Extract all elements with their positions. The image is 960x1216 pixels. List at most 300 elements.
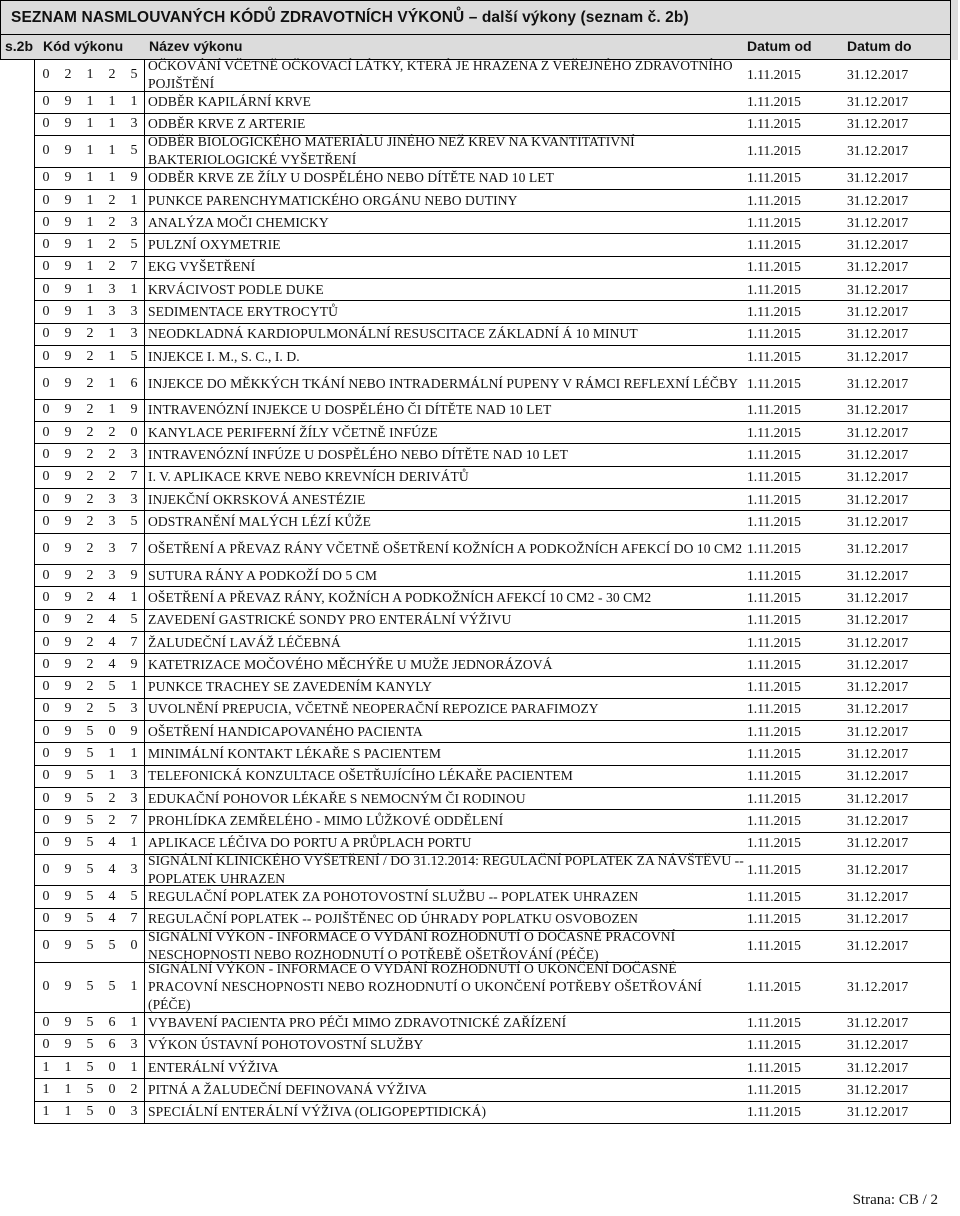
date-from: 1.11.2015 [747, 424, 801, 440]
code-digit: 9 [64, 94, 72, 110]
table-row [34, 212, 951, 234]
code-digit: 2 [86, 567, 94, 583]
date-from: 1.11.2015 [747, 513, 801, 529]
code-digit: 9 [64, 889, 72, 905]
date-to: 31.12.2017 [847, 723, 909, 739]
table-row [34, 677, 951, 699]
date-to: 31.12.2017 [847, 259, 909, 275]
code-digit: 0 [42, 911, 50, 927]
date-from: 1.11.2015 [747, 143, 801, 159]
code-digit: 2 [108, 469, 116, 485]
date-from: 1.11.2015 [747, 447, 801, 462]
procedure-code [35, 699, 145, 720]
code-digit: 1 [130, 94, 138, 110]
code-digit: 1 [108, 375, 116, 391]
table-row [34, 511, 951, 533]
date-from: 1.11.2015 [747, 746, 801, 762]
code-digit: 5 [86, 911, 94, 927]
code-digit: 4 [108, 911, 116, 927]
code-digit: 3 [130, 214, 138, 230]
code-digit: 1 [108, 94, 116, 110]
code-digit: 9 [64, 812, 72, 828]
code-digit: 1 [42, 1059, 50, 1075]
procedure-name: ZAVEDENÍ GASTRICKÉ SONDY PRO ENTERÁLNÍ VÝŽIVU [148, 612, 512, 628]
code-digit: 4 [108, 889, 116, 905]
code-digit: 5 [108, 979, 116, 994]
code-digit: 3 [130, 790, 138, 806]
code-digit: 3 [130, 304, 138, 320]
code-digit: 5 [86, 812, 94, 828]
procedure-name: INTRAVENÓZNÍ INJEKCE U DOSPĚLÉHO ČI DÍTĚTE NAD 10 LET [148, 402, 552, 418]
code-digit: 2 [108, 192, 116, 208]
procedure-code [35, 489, 145, 510]
table-row [34, 1057, 951, 1079]
date-from: 1.11.2015 [747, 469, 801, 485]
date-to: 31.12.2017 [847, 170, 909, 186]
table-row [34, 699, 951, 721]
table-row [34, 92, 951, 114]
procedure-name: REGULAČNÍ POPLATEK ZA POHOTOVOSTNÍ SLUŽBU -- POPLATEK UHRAZEN [148, 889, 639, 905]
table-row [34, 444, 951, 466]
code-digit: 9 [64, 304, 72, 320]
code-digit: 9 [64, 469, 72, 485]
code-digit: 1 [42, 1082, 50, 1098]
code-digit: 3 [108, 281, 116, 297]
date-to: 31.12.2017 [847, 1037, 909, 1053]
procedure-name: ODBĚR KRVE ZE ŽÍLY U DOSPĚLÉHO NEBO DÍTĚTE NAD 10 LET [148, 170, 554, 186]
date-to: 31.12.2017 [847, 375, 909, 391]
procedure-code [35, 810, 145, 831]
code-digit: 5 [86, 979, 94, 994]
code-digit: 0 [42, 701, 50, 717]
date-from: 1.11.2015 [747, 1059, 801, 1075]
code-digit: 0 [130, 938, 138, 954]
table-row [34, 565, 951, 587]
code-digit: 1 [64, 1059, 72, 1075]
column-header-code: Kód výkonu [43, 38, 124, 54]
procedure-code [35, 1057, 145, 1078]
table-row [34, 467, 951, 489]
code-digit: 9 [64, 612, 72, 628]
date-to: 31.12.2017 [847, 835, 909, 851]
procedure-code [35, 400, 145, 421]
table-row [34, 721, 951, 743]
code-digit: 2 [64, 67, 72, 83]
code-digit: 7 [130, 634, 138, 650]
code-digit: 1 [86, 259, 94, 275]
code-digit: 1 [108, 768, 116, 784]
date-to: 31.12.2017 [847, 94, 909, 110]
date-to: 31.12.2017 [847, 143, 909, 159]
code-digit: 5 [86, 862, 94, 878]
procedure-name: ENTERÁLNÍ VÝŽIVA [148, 1059, 279, 1075]
code-digit: 0 [42, 304, 50, 320]
code-digit: 1 [108, 402, 116, 418]
date-from: 1.11.2015 [747, 1082, 801, 1098]
procedure-name: KATETRIZACE MOČOVÉHO MĚCHÝŘE U MUŽE JEDNORÁZOVÁ [148, 656, 553, 672]
code-digit: 5 [86, 1059, 94, 1075]
code-digit: 9 [64, 281, 72, 297]
code-digit: 3 [130, 326, 138, 342]
code-digit: 2 [108, 424, 116, 440]
procedure-code [35, 422, 145, 443]
procedure-name: VYBAVENÍ PACIENTA PRO PÉČI MIMO ZDRAVOTNICKÉ ZAŘÍZENÍ [148, 1015, 567, 1031]
code-digit: 1 [86, 170, 94, 186]
procedure-name: INJEKCE I. M., S. C., I. D. [148, 348, 300, 364]
date-from: 1.11.2015 [747, 214, 801, 230]
code-digit: 5 [130, 237, 138, 253]
procedure-name: ODBĚR KAPILÁRNÍ KRVE [148, 94, 312, 110]
code-digit: 1 [108, 143, 116, 159]
date-from: 1.11.2015 [747, 402, 801, 418]
date-to: 31.12.2017 [847, 447, 909, 462]
table-row [34, 422, 951, 444]
code-digit: 0 [42, 281, 50, 297]
procedure-name: ŽALUDEČNÍ LAVÁŽ LÉČEBNÁ [148, 634, 341, 650]
date-to: 31.12.2017 [847, 237, 909, 253]
date-from: 1.11.2015 [747, 94, 801, 110]
code-digit: 0 [42, 491, 50, 507]
table-row [34, 810, 951, 832]
code-digit: 2 [108, 214, 116, 230]
procedure-code [35, 324, 145, 345]
code-digit: 9 [64, 835, 72, 851]
code-digit: 5 [86, 1015, 94, 1031]
date-to: 31.12.2017 [847, 812, 909, 828]
code-digit: 4 [108, 589, 116, 605]
date-to: 31.12.2017 [847, 192, 909, 208]
code-digit: 2 [86, 424, 94, 440]
code-digit: 2 [108, 259, 116, 275]
date-from: 1.11.2015 [747, 938, 801, 954]
code-digit: 2 [86, 634, 94, 650]
procedure-code [35, 168, 145, 189]
code-digit: 7 [130, 540, 138, 556]
code-digit: 0 [108, 1104, 116, 1120]
code-digit: 0 [42, 540, 50, 556]
code-digit: 5 [130, 143, 138, 159]
procedure-name: EKG VYŠETŘENÍ [148, 259, 256, 275]
procedure-code [35, 534, 145, 565]
code-digit: 1 [86, 67, 94, 83]
code-digit: 5 [130, 67, 138, 83]
code-digit: 2 [86, 540, 94, 556]
table-row [34, 346, 951, 368]
code-digit: 9 [64, 348, 72, 364]
code-digit: 9 [64, 567, 72, 583]
procedure-name: SIGNÁLNÍ VÝKON - INFORMACE O VYDÁNÍ ROZHODNUTÍ O DOČASNÉ PRACOVNÍ NESCHOPNOSTI NEBO ROZHODNUTÍ O POTŘEBĚ OŠETŘOVÁNÍ (PÉČE) [148, 929, 676, 963]
code-digit: 0 [42, 1037, 50, 1053]
procedure-code [35, 766, 145, 787]
code-digit: 0 [42, 447, 50, 462]
date-from: 1.11.2015 [747, 304, 801, 320]
date-from: 1.11.2015 [747, 911, 801, 927]
code-digit: 0 [42, 889, 50, 905]
code-digit: 1 [108, 326, 116, 342]
date-to: 31.12.2017 [847, 491, 909, 507]
date-from: 1.11.2015 [747, 170, 801, 186]
code-digit: 0 [42, 589, 50, 605]
code-digit: 2 [86, 402, 94, 418]
table-row [34, 489, 951, 511]
code-digit: 5 [86, 1082, 94, 1098]
date-to: 31.12.2017 [847, 768, 909, 784]
code-digit: 0 [42, 862, 50, 878]
code-digit: 9 [64, 375, 72, 391]
code-digit: 0 [42, 746, 50, 762]
code-digit: 2 [108, 812, 116, 828]
procedure-code [35, 743, 145, 764]
procedure-code [35, 855, 145, 886]
date-from: 1.11.2015 [747, 979, 801, 994]
code-digit: 9 [64, 540, 72, 556]
page-title: SEZNAM NASMLOUVANÝCH KÓDŮ ZDRAVOTNÍCH VÝKONŮ – další výkony (seznam č. 2b) [0, 0, 951, 35]
code-digit: 1 [130, 192, 138, 208]
code-digit: 2 [130, 1082, 138, 1098]
procedure-code [35, 257, 145, 278]
code-digit: 9 [64, 214, 72, 230]
date-from: 1.11.2015 [747, 679, 801, 695]
code-digit: 0 [42, 375, 50, 391]
code-digit: 1 [86, 237, 94, 253]
procedure-name: INJEKCE DO MĚKKÝCH TKÁNÍ NEBO INTRADERMÁLNÍ PUPENY V RÁMCI REFLEXNÍ LÉČBY [148, 375, 738, 391]
table-row [34, 257, 951, 279]
procedure-code [35, 114, 145, 135]
code-digit: 9 [64, 589, 72, 605]
date-to: 31.12.2017 [847, 612, 909, 628]
code-digit: 3 [108, 567, 116, 583]
date-from: 1.11.2015 [747, 1104, 801, 1120]
procedure-name: PUNKCE TRACHEY SE ZAVEDENÍM KANYLY [148, 679, 433, 695]
column-header-name: Název výkonu [149, 38, 243, 54]
date-to: 31.12.2017 [847, 214, 909, 230]
code-digit: 2 [108, 790, 116, 806]
code-digit: 9 [64, 656, 72, 672]
date-to: 31.12.2017 [847, 567, 909, 583]
code-digit: 1 [86, 116, 94, 132]
table-row [34, 963, 951, 1013]
table-row [34, 534, 951, 566]
code-digit: 5 [86, 1037, 94, 1053]
date-to: 31.12.2017 [847, 424, 909, 440]
code-digit: 0 [42, 94, 50, 110]
table-row [34, 1102, 951, 1124]
procedure-code [35, 444, 145, 465]
code-digit: 0 [42, 679, 50, 695]
code-digit: 0 [108, 1059, 116, 1075]
code-digit: 1 [130, 835, 138, 851]
procedure-code [35, 467, 145, 488]
procedure-name: ANALÝZA MOČI CHEMICKY [148, 214, 329, 230]
procedure-name: ODBĚR KRVE Z ARTERIE [148, 116, 306, 132]
procedure-code [35, 301, 145, 322]
code-digit: 0 [42, 979, 50, 994]
table-row [34, 60, 951, 92]
code-digit: 9 [64, 424, 72, 440]
code-digit: 2 [86, 375, 94, 391]
procedure-name: VÝKON ÚSTAVNÍ POHOTOVOSTNÍ SLUŽBY [148, 1037, 424, 1053]
code-digit: 5 [130, 513, 138, 529]
procedure-code [35, 963, 145, 1012]
date-from: 1.11.2015 [747, 348, 801, 364]
code-digit: 7 [130, 911, 138, 927]
date-to: 31.12.2017 [847, 889, 909, 905]
code-digit: 0 [42, 214, 50, 230]
date-from: 1.11.2015 [747, 835, 801, 851]
procedure-name: PROHLÍDKA ZEMŘELÉHO - MIMO LŮŽKOVÉ ODDĚLENÍ [148, 812, 504, 828]
code-digit: 9 [64, 1037, 72, 1053]
code-digit: 9 [64, 513, 72, 529]
date-from: 1.11.2015 [747, 812, 801, 828]
code-digit: 2 [86, 491, 94, 507]
date-to: 31.12.2017 [847, 862, 909, 878]
code-digit: 1 [108, 170, 116, 186]
procedure-name: SPECIÁLNÍ ENTERÁLNÍ VÝŽIVA (OLIGOPEPTIDICKÁ) [148, 1104, 487, 1120]
date-to: 31.12.2017 [847, 326, 909, 342]
code-digit: 7 [130, 259, 138, 275]
procedure-code [35, 721, 145, 742]
code-digit: 9 [64, 701, 72, 717]
code-digit: 5 [130, 612, 138, 628]
table-row [34, 1079, 951, 1101]
code-digit: 1 [130, 979, 138, 994]
procedure-code [35, 60, 145, 91]
date-to: 31.12.2017 [847, 540, 909, 556]
code-digit: 2 [86, 348, 94, 364]
code-digit: 2 [108, 237, 116, 253]
code-digit: 2 [86, 447, 94, 462]
code-digit: 5 [86, 768, 94, 784]
code-digit: 1 [64, 1104, 72, 1120]
procedure-name: SUTURA RÁNY A PODKOŽÍ DO 5 CM [148, 567, 378, 583]
date-to: 31.12.2017 [847, 469, 909, 485]
table-row [34, 1013, 951, 1035]
procedure-code [35, 565, 145, 586]
code-digit: 6 [130, 375, 138, 391]
code-digit: 3 [130, 1104, 138, 1120]
code-digit: 0 [42, 812, 50, 828]
code-digit: 0 [42, 67, 50, 83]
date-to: 31.12.2017 [847, 938, 909, 954]
code-digit: 5 [108, 679, 116, 695]
code-digit: 0 [42, 116, 50, 132]
code-digit: 2 [86, 679, 94, 695]
code-digit: 5 [86, 835, 94, 851]
code-digit: 3 [130, 116, 138, 132]
date-to: 31.12.2017 [847, 911, 909, 927]
code-digit: 2 [108, 67, 116, 83]
code-digit: 0 [42, 170, 50, 186]
code-digit: 7 [130, 812, 138, 828]
code-digit: 9 [64, 862, 72, 878]
table-row [34, 886, 951, 908]
procedure-name: KANYLACE PERIFERNÍ ŽÍLY VČETNĚ INFÚZE [148, 424, 438, 440]
date-from: 1.11.2015 [747, 491, 801, 507]
code-digit: 1 [86, 94, 94, 110]
code-digit: 9 [64, 679, 72, 695]
code-digit: 5 [130, 889, 138, 905]
code-digit: 3 [108, 540, 116, 556]
code-digit: 0 [42, 513, 50, 529]
code-digit: 9 [64, 979, 72, 994]
procedure-name: PUNKCE PARENCHYMATICKÉHO ORGÁNU NEBO DUTINY [148, 192, 518, 208]
table-row [34, 234, 951, 256]
code-digit: 1 [86, 281, 94, 297]
code-digit: 1 [86, 304, 94, 320]
code-digit: 9 [64, 790, 72, 806]
procedure-code [35, 212, 145, 233]
procedure-code [35, 654, 145, 675]
date-from: 1.11.2015 [747, 1037, 801, 1053]
table-row [34, 190, 951, 212]
code-digit: 2 [86, 469, 94, 485]
code-digit: 0 [42, 634, 50, 650]
date-to: 31.12.2017 [847, 402, 909, 418]
code-digit: 0 [130, 424, 138, 440]
code-digit: 1 [64, 1082, 72, 1098]
code-digit: 2 [86, 656, 94, 672]
code-digit: 9 [64, 1015, 72, 1031]
date-to: 31.12.2017 [847, 790, 909, 806]
date-from: 1.11.2015 [747, 259, 801, 275]
code-digit: 9 [64, 237, 72, 253]
code-digit: 3 [130, 768, 138, 784]
code-digit: 6 [108, 1037, 116, 1053]
code-digit: 5 [86, 790, 94, 806]
code-digit: 9 [64, 746, 72, 762]
code-digit: 9 [64, 143, 72, 159]
procedure-table [34, 60, 952, 1124]
code-digit: 0 [42, 567, 50, 583]
table-header [0, 35, 951, 60]
procedure-name: PITNÁ A ŽALUDEČNÍ DEFINOVANÁ VÝŽIVA [148, 1082, 427, 1098]
date-from: 1.11.2015 [747, 540, 801, 556]
code-digit: 9 [64, 491, 72, 507]
date-to: 31.12.2017 [847, 656, 909, 672]
procedure-code [35, 234, 145, 255]
date-from: 1.11.2015 [747, 768, 801, 784]
code-digit: 0 [108, 723, 116, 739]
code-digit: 5 [86, 938, 94, 954]
code-digit: 0 [42, 768, 50, 784]
code-digit: 9 [64, 938, 72, 954]
procedure-name: OŠETŘENÍ A PŘEVAZ RÁNY, KOŽNÍCH A PODKOŽNÍCH AFEKCÍ 10 CM2 - 30 CM2 [148, 589, 652, 605]
code-digit: 0 [42, 938, 50, 954]
date-to: 31.12.2017 [847, 281, 909, 297]
procedure-name: INJEKČNÍ OKRSKOVÁ ANESTÉZIE [148, 491, 366, 507]
code-digit: 9 [64, 447, 72, 462]
code-digit: 2 [86, 513, 94, 529]
procedure-code [35, 511, 145, 532]
table-row [34, 368, 951, 400]
date-to: 31.12.2017 [847, 304, 909, 320]
code-digit: 1 [130, 746, 138, 762]
date-to: 31.12.2017 [847, 513, 909, 529]
date-from: 1.11.2015 [747, 862, 801, 878]
code-digit: 1 [108, 348, 116, 364]
code-digit: 3 [130, 862, 138, 878]
code-digit: 9 [64, 723, 72, 739]
date-to: 31.12.2017 [847, 746, 909, 762]
code-digit: 2 [86, 612, 94, 628]
code-digit: 0 [42, 469, 50, 485]
table-row [34, 168, 951, 190]
code-digit: 4 [108, 835, 116, 851]
table-row [34, 788, 951, 810]
code-digit: 9 [130, 656, 138, 672]
code-digit: 3 [130, 1037, 138, 1053]
table-row [34, 654, 951, 676]
